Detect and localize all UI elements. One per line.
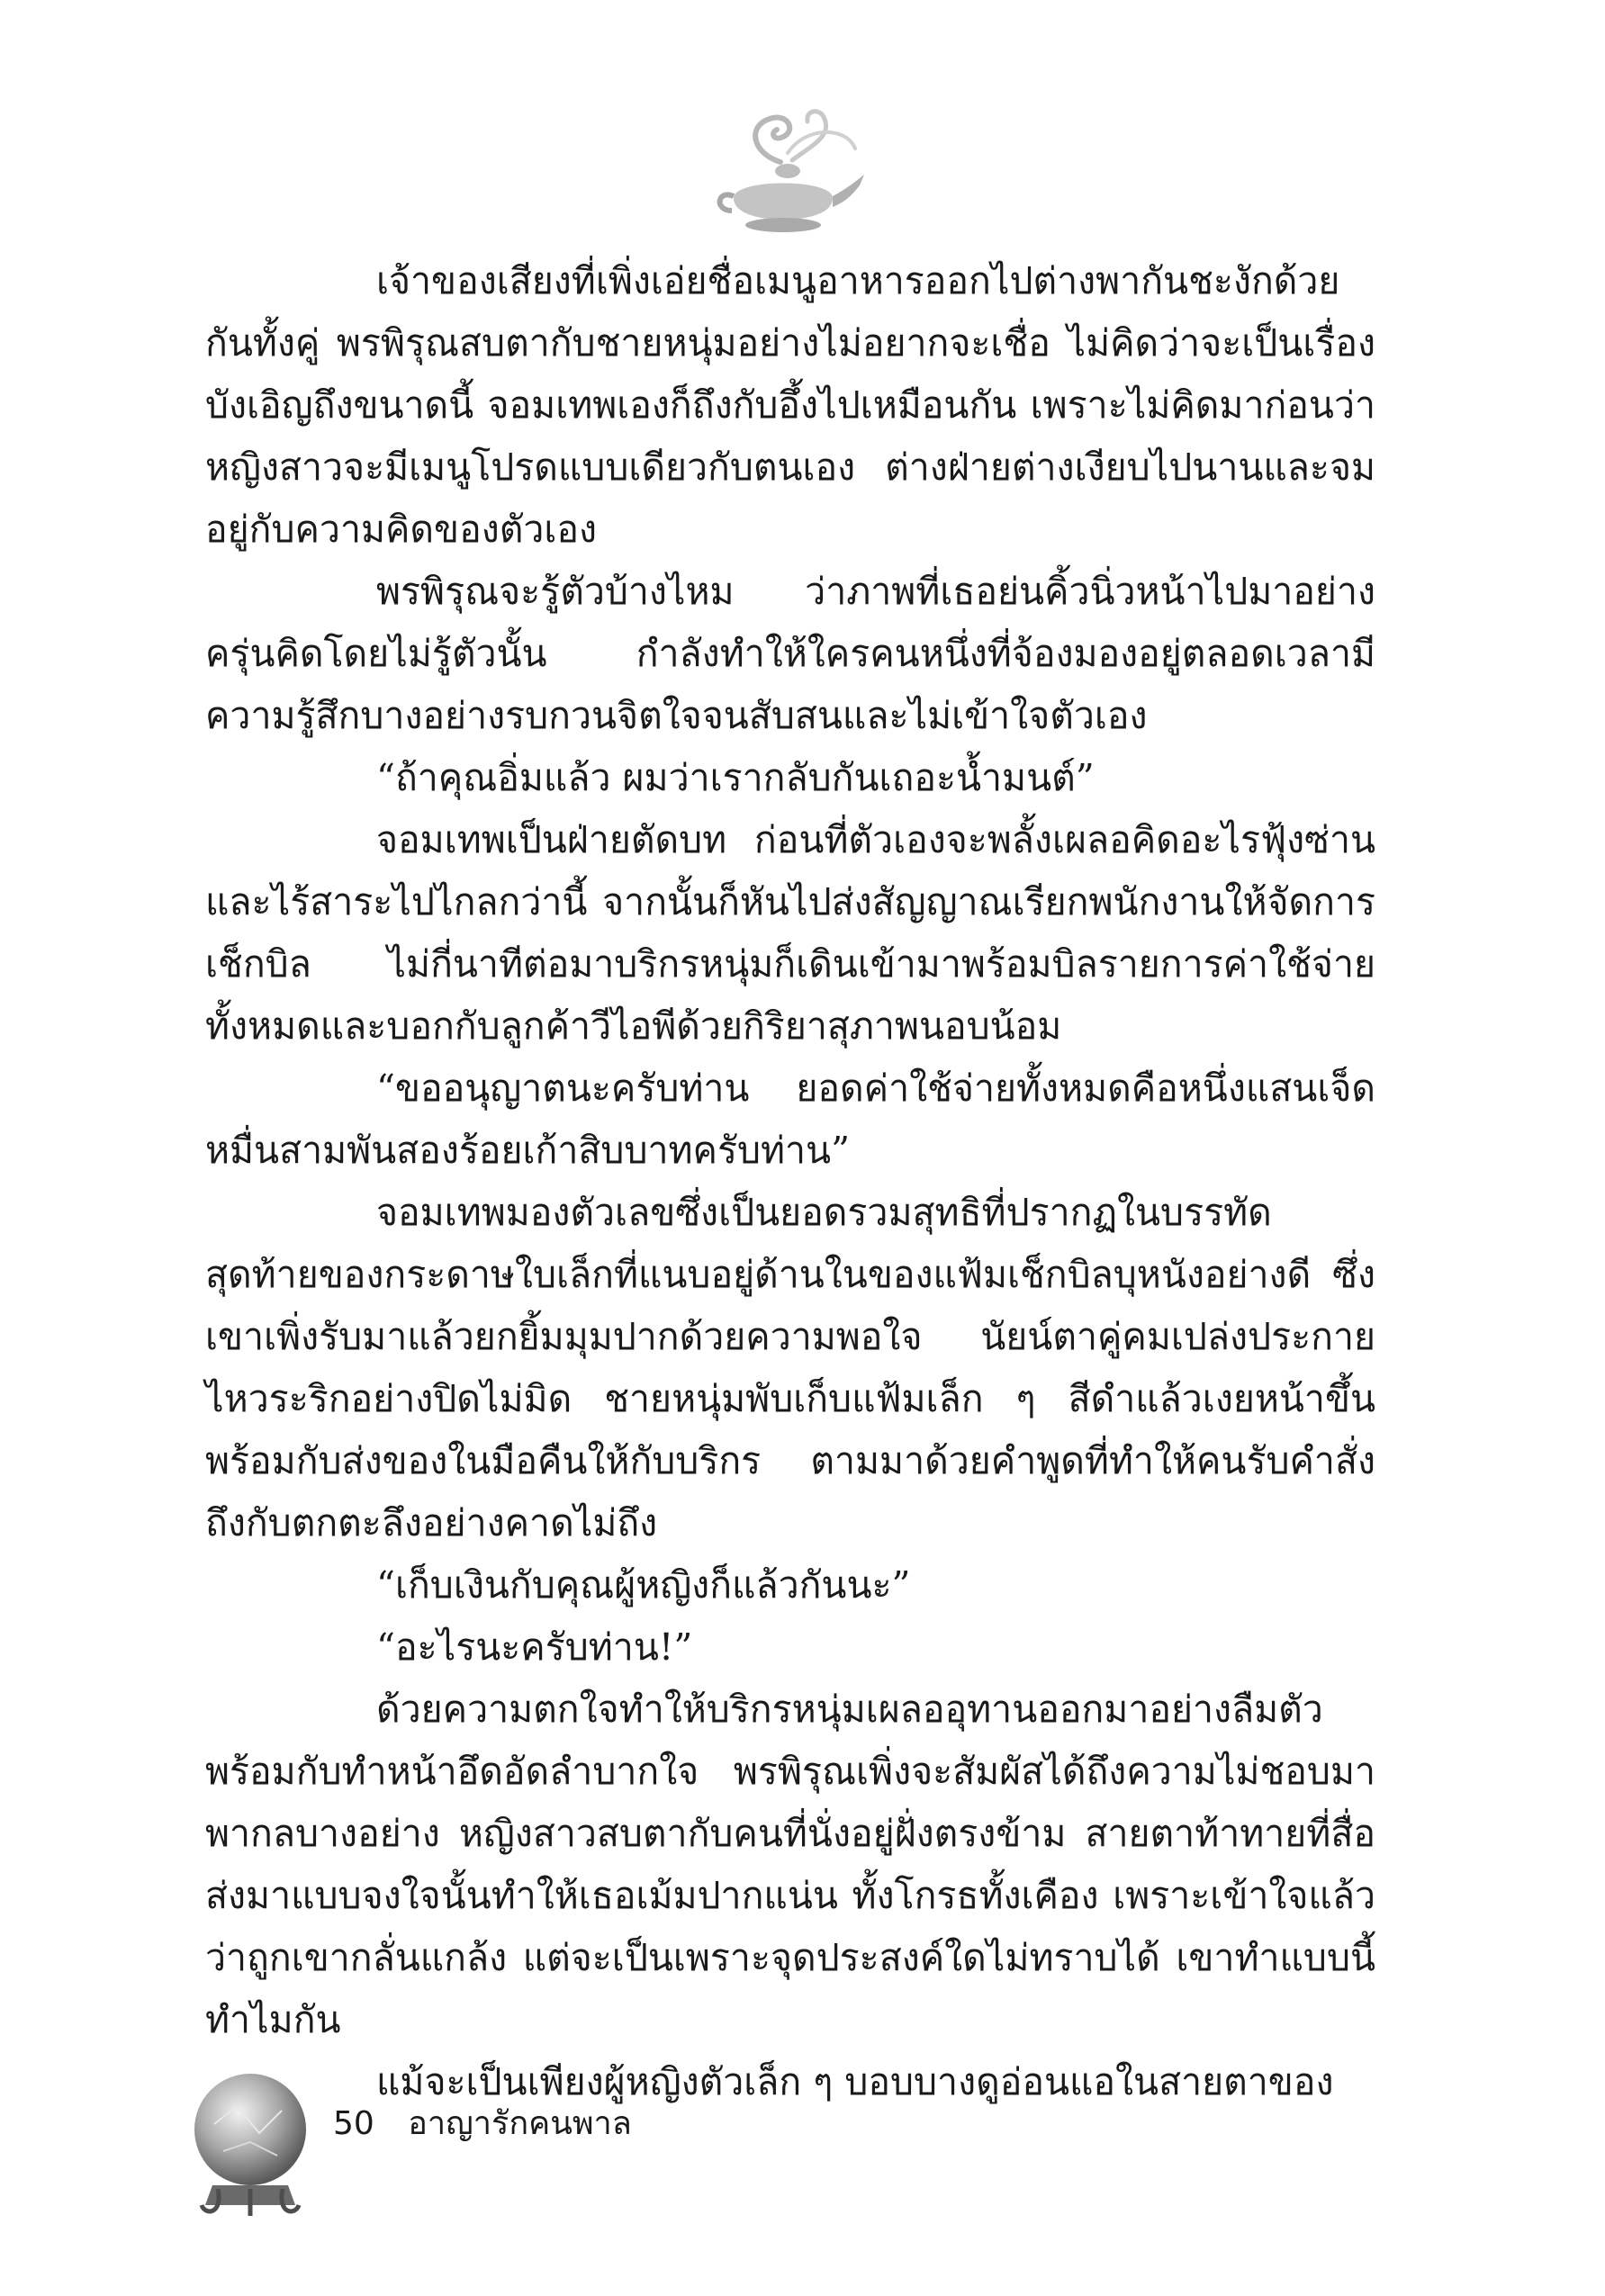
paragraph: แม้จะเป็นเพียงผู้หญิงตัวเล็ก ๆ บอบบางดูอ่อนแอในสายตาของ — [376, 2060, 1334, 2103]
paragraph: จอมเทพเป็นฝ่ายตัดบท ก่อนที่ตัวเองจะพลั้งเผลอคิดอะไรฟุ้งซ่านและไร้สาระไปไกลกว่านี้ จากนั้นก็หันไปส่งสัญญาณเรียกพนักงานให้จัดการเช็กบิล ไม่กี่นาทีต่อมาบริกรหนุ่มก็เดินเข้ามาพร้อมบิลรายการค่าใช้จ่ายทั้งหมดและบอกกับลูกค้าวีไอพีด้วยกิริยาสุภาพนอบน้อม — [205, 818, 1375, 1048]
paragraph: “ถ้าคุณอิ่มแล้ว ผมว่าเรากลับกันเถอะน้ำมนต์” — [376, 756, 1095, 799]
page-footer — [333, 2104, 632, 2144]
paragraph: พรพิรุณจะรู้ตัวบ้างไหม ว่าภาพที่เธอย่นคิ้วนิ่วหน้าไปมาอย่างครุ่นคิดโดยไม่รู้ตัวนั้น กำลังทำให้ใครคนหนึ่งที่จ้องมองอยู่ตลอดเวลามีความรู้สึกบางอย่างรบกวนจิตใจจนสับสนและไม่เข้าใจตัวเอง — [205, 570, 1375, 737]
paragraph: “ขออนุญาตนะครับท่าน ยอดค่าใช้จ่ายทั้งหมดคือหนึ่งแสนเจ็ดหมื่นสามพันสองร้อยเก้าสิบบาทครับท่าน” — [205, 1067, 1375, 1172]
magic-lamp-icon — [698, 99, 869, 243]
crystal-ball-icon — [187, 2070, 313, 2223]
paragraph: “อะไรนะครับท่าน!” — [376, 1625, 693, 1669]
paragraph: “เก็บเงินกับคุณผู้หญิงก็แล้วกันนะ” — [376, 1563, 911, 1607]
paragraph: เจ้าของเสียงที่เพิ่งเอ่ยชื่อเมนูอาหารออกไปต่างพากันชะงักด้วยกันทั้งคู่ พรพิรุณสบตากับชายหนุ่มอย่างไม่อยากจะเชื่อ ไม่คิดว่าจะเป็นเรื่องบังเอิญถึงขนาดนี้ จอมเทพเองก็ถึงกับอึ้งไปเหมือนกัน เพราะไม่คิดมาก่อนว่าหญิงสาวจะมีเมนูโปรดแบบเดียวกับตนเอง ต่างฝ่ายต่างเงียบไปนานและจมอยู่กับความคิดของตัวเอง — [205, 259, 1375, 551]
page-number: 50 — [333, 2105, 374, 2142]
paragraph: จอมเทพมองตัวเลขซึ่งเป็นยอดรวมสุทธิที่ปรากฏในบรรทัดสุดท้ายของกระดาษใบเล็กที่แนบอยู่ด้านในของแฟ้มเช็กบิลบุหนังอย่างดี ซึ่งเขาเพิ่งรับมาแล้วยกยิ้มมุมปากด้วยความพอใจ นัยน์ตาคู่คมเปล่งประกายไหวระริกอย่างปิดไม่มิด ชายหนุ่มพับเก็บแฟ้มเล็ก ๆ สีดำแล้วเงยหน้าขึ้นพร้อมกับส่งของในมือคืนให้กับบริกร ตามมาด้วยคำพูดที่ทำให้คนรับคำสั่งถึงกับตกตะลึงอย่างคาดไม่ถึง — [205, 1191, 1375, 1544]
book-title: อาญารักคนพาล — [408, 2105, 632, 2142]
paragraph: ด้วยความตกใจทำให้บริกรหนุ่มเผลออุทานออกมาอย่างลืมตัวพร้อมกับทำหน้าอึดอัดลำบากใจ พรพิรุณเพิ่งจะสัมผัสได้ถึงความไม่ชอบมาพากลบางอย่าง หญิงสาวสบตากับคนที่นั่งอยู่ฝั่งตรงข้าม สายตาท้าทายที่สื่อส่งมาแบบจงใจนั้นทำให้เธอเม้มปากแน่น ทั้งโกรธทั้งเคือง เพราะเข้าใจแล้วว่าถูกเขากลั่นแกล้ง แต่จะเป็นเพราะจุดประสงค์ใดไม่ทราบได้ เขาทำแบบนี้ทำไมกัน — [205, 1688, 1375, 2041]
body-text — [205, 250, 1375, 2113]
